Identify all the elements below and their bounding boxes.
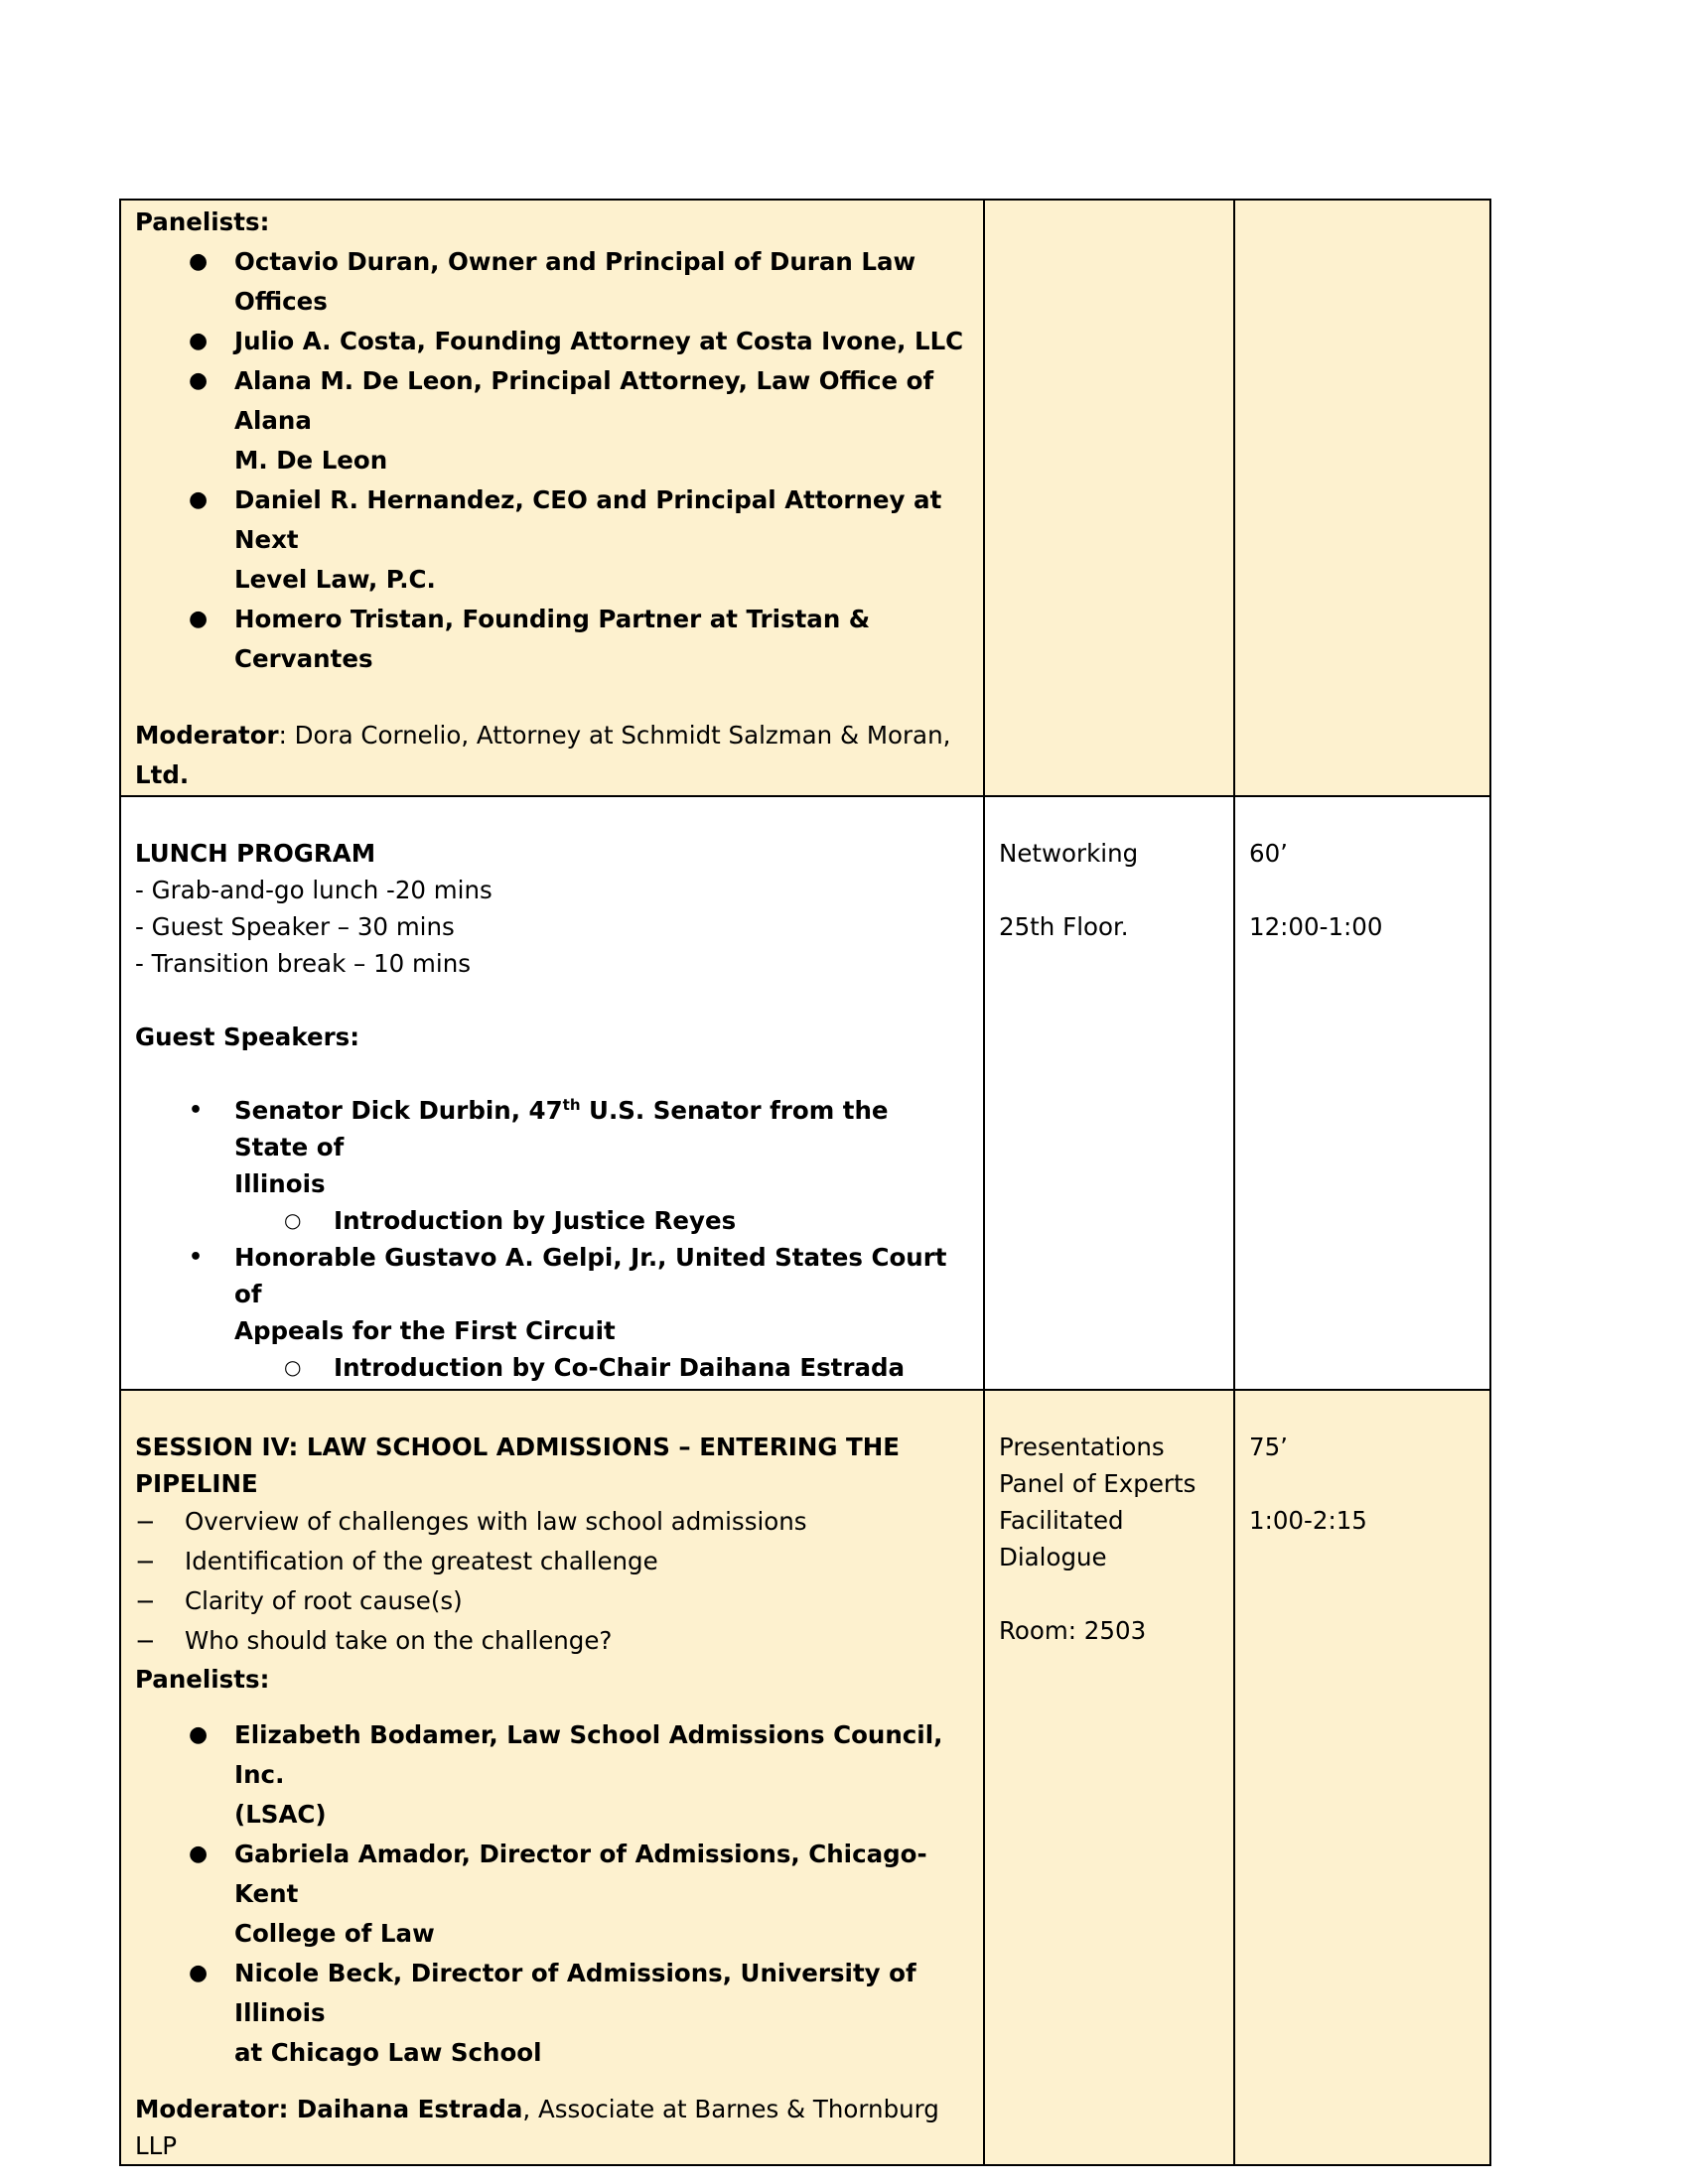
dash-icon: −	[135, 1586, 156, 1615]
panelist-item: ● Homero Tristan, Founding Partner at Tristan & Cervantes	[135, 600, 969, 679]
bullet-icon: ●	[189, 487, 209, 512]
session-format-line: Dialogue	[999, 1543, 1107, 1571]
agenda-table	[119, 199, 1491, 2166]
panelist-item: ● Nicole Beck, Director of Admissions, University of Illinois at Chicago Law School	[135, 1954, 969, 2073]
bullet-icon: ●	[189, 1961, 209, 1985]
topic-list	[135, 1502, 969, 1661]
session-duration: 60’	[1249, 839, 1288, 868]
dash-icon: −	[135, 1626, 156, 1655]
panelist-item: ● Elizabeth Bodamer, Law School Admissions Council, Inc. (LSAC)	[135, 1715, 969, 1835]
topic-item: − Clarity of root cause(s)	[135, 1581, 969, 1621]
session-title: SESSION IV: LAW SCHOOL ADMISSIONS – ENTERING THE PIPELINE	[135, 1433, 900, 1498]
speakers-heading: Guest Speakers:	[135, 1023, 360, 1051]
session-format-line: Panel of Experts	[999, 1469, 1196, 1498]
lunch-item: - Grab-and-go lunch -20 mins	[135, 876, 492, 904]
session-location: 25th Floor.	[999, 912, 1129, 941]
time-cell	[1234, 796, 1490, 1390]
speaker-intro: ○ Introduction by Justice Reyes	[135, 1202, 969, 1239]
bullet-icon: ●	[189, 607, 209, 631]
session-format: Networking	[999, 839, 1139, 868]
topic-item: − Who should take on the challenge?	[135, 1621, 969, 1661]
lunch-item: - Guest Speaker – 30 mins	[135, 912, 455, 941]
format-cell	[984, 796, 1234, 1390]
session-title: LUNCH PROGRAM	[135, 839, 376, 868]
session-room: Room: 2503	[999, 1616, 1147, 1645]
time-cell	[1234, 1390, 1490, 2165]
time-cell	[1234, 200, 1490, 796]
topic-item: − Identification of the greatest challenge	[135, 1542, 969, 1581]
agenda-row-lunch	[120, 796, 1490, 1390]
speaker-intro-list	[135, 1349, 969, 1386]
session-cell	[120, 200, 984, 796]
speaker-item: • Honorable Gustavo A. Gelpi, Jr., United States Court of Appeals for the First Circuit	[135, 1239, 969, 1349]
speaker-list	[135, 1092, 969, 1202]
session-cell	[120, 1390, 984, 2165]
panelist-item: ● Julio A. Costa, Founding Attorney at Costa Ivone, LLC	[135, 322, 969, 361]
format-cell	[984, 200, 1234, 796]
session-format-line: Presentations	[999, 1433, 1165, 1461]
speaker-list	[135, 1239, 969, 1349]
agenda-row-panel-continued	[120, 200, 1490, 796]
speaker-intro-list	[135, 1202, 969, 1239]
bullet-icon: ●	[189, 249, 209, 274]
dash-icon: −	[135, 1547, 156, 1575]
bullet-icon: •	[189, 1098, 204, 1123]
bullet-icon: ●	[189, 368, 209, 393]
dash-icon: −	[135, 1507, 156, 1536]
bullet-icon: ●	[189, 1842, 209, 1866]
panelist-item: ● Octavio Duran, Owner and Principal of Duran Law Offices	[135, 242, 969, 322]
panelist-item: ● Daniel R. Hernandez, CEO and Principal Attorney at Next Level Law, P.C.	[135, 480, 969, 600]
session-time: 12:00-1:00	[1249, 912, 1383, 941]
bullet-icon: •	[189, 1245, 204, 1270]
topic-item: − Overview of challenges with law school admissions	[135, 1502, 969, 1542]
session-time: 1:00-2:15	[1249, 1506, 1367, 1535]
moderator-line: Moderator: Daihana Estrada, Associate at Barnes & Thornburg LLP	[135, 2095, 939, 2160]
bullet-icon: ●	[189, 1722, 209, 1747]
panelists-heading: Panelists:	[135, 207, 270, 236]
panelist-item: ● Gabriela Amador, Director of Admissions, Chicago-Kent College of Law	[135, 1835, 969, 1954]
circle-bullet-icon: ○	[284, 1208, 302, 1232]
session-duration: 75’	[1249, 1433, 1288, 1461]
panelist-list	[135, 1715, 969, 2073]
panelist-item: ● Alana M. De Leon, Principal Attorney, Law Office of Alana M. De Leon	[135, 361, 969, 480]
format-cell	[984, 1390, 1234, 2165]
speaker-intro: ○ Introduction by Co-Chair Daihana Estrada	[135, 1349, 969, 1386]
panelist-list	[135, 242, 969, 679]
lunch-item: - Transition break – 10 mins	[135, 949, 472, 978]
agenda-row-session-iv	[120, 1390, 1490, 2165]
circle-bullet-icon: ○	[284, 1355, 302, 1379]
moderator-line: Moderator: Dora Cornelio, Attorney at Schmidt Salzman & Moran, Ltd.	[135, 721, 951, 789]
session-format-line: Facilitated	[999, 1506, 1124, 1535]
panelists-heading: Panelists:	[135, 1665, 270, 1694]
bullet-icon: ●	[189, 329, 209, 353]
speaker-item: • Senator Dick Durbin, 47th U.S. Senator from the State of Illinois	[135, 1092, 969, 1202]
session-cell	[120, 796, 984, 1390]
